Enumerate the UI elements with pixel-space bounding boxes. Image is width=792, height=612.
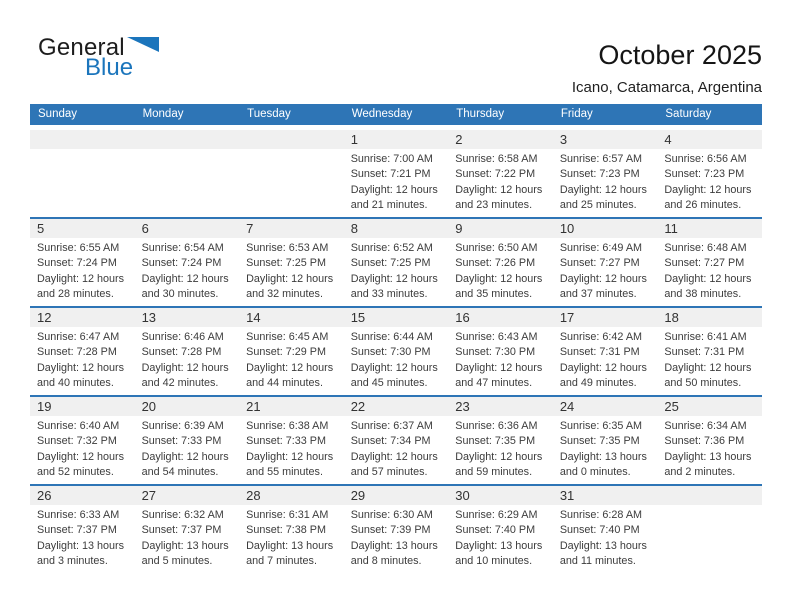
day-number: 21 (239, 397, 344, 416)
daylight-text2: and 47 minutes. (455, 377, 533, 390)
daylight-text2: and 45 minutes. (350, 377, 428, 390)
daylight-text: Daylight: 12 hours (246, 361, 334, 374)
sunrise-text: Sunrise: 6:39 AM (141, 420, 224, 432)
daylight-text: Daylight: 12 hours (455, 361, 543, 374)
daylight-text2: and 21 minutes. (350, 199, 428, 212)
day-number: 2 (448, 130, 553, 149)
day-number: 22 (344, 397, 449, 416)
day-number: 12 (30, 308, 135, 327)
daylight-text: Daylight: 12 hours (141, 361, 229, 374)
day-number: 14 (239, 308, 344, 327)
sunrise-text: Sunrise: 6:37 AM (350, 420, 433, 432)
day-number: 17 (553, 308, 658, 327)
day-number: 6 (135, 219, 240, 238)
daylight-text: Daylight: 12 hours (37, 361, 125, 374)
sunrise-text: Sunrise: 6:58 AM (455, 153, 538, 165)
daylight-text: Daylight: 12 hours (455, 183, 543, 196)
daylight-text: Daylight: 12 hours (664, 183, 752, 196)
day-cell (344, 485, 449, 573)
weekday-header-saturday: Saturday (657, 104, 762, 125)
day-number: 28 (239, 486, 344, 505)
sunset-text: Sunset: 7:35 PM (455, 435, 536, 448)
day-cell (657, 307, 762, 396)
daylight-text2: and 0 minutes. (559, 466, 631, 479)
day-cell (239, 307, 344, 396)
day-number: 16 (448, 308, 553, 327)
general-blue-logo (38, 36, 198, 79)
daylight-text2: and 50 minutes. (664, 377, 742, 390)
sunrise-text: Sunrise: 6:54 AM (141, 242, 224, 254)
daylight-text: Daylight: 12 hours (664, 361, 752, 374)
daylight-text: Daylight: 13 hours (455, 539, 543, 552)
day-cell (657, 218, 762, 307)
sunset-text: Sunset: 7:33 PM (246, 435, 326, 448)
day-number: 1 (344, 130, 449, 149)
daylight-text2: and 38 minutes. (664, 288, 742, 301)
daylight-text2: and 30 minutes. (141, 288, 219, 301)
day-number: 24 (553, 397, 658, 416)
sunset-text: Sunset: 7:24 PM (37, 257, 117, 270)
sunrise-text: Sunrise: 6:43 AM (455, 331, 538, 343)
day-number: 20 (135, 397, 240, 416)
sunset-text: Sunset: 7:33 PM (141, 435, 222, 448)
daylight-text2: and 54 minutes. (141, 466, 219, 479)
day-number: 25 (657, 397, 762, 416)
daylight-text: Daylight: 13 hours (559, 539, 647, 552)
day-number: 19 (30, 397, 135, 416)
day-number: 31 (553, 486, 658, 505)
daylight-text2: and 44 minutes. (246, 377, 323, 390)
daylight-text2: and 35 minutes. (455, 288, 533, 301)
daylight-text: Daylight: 12 hours (350, 272, 438, 285)
sunrise-text: Sunrise: 6:36 AM (455, 420, 538, 432)
daylight-text2: and 55 minutes. (246, 466, 323, 479)
sunrise-text: Sunrise: 6:53 AM (246, 242, 329, 254)
daylight-text: Daylight: 13 hours (350, 539, 438, 552)
sunrise-text: Sunrise: 6:45 AM (246, 331, 329, 343)
day-cell (448, 485, 553, 573)
day-cell (30, 396, 135, 485)
day-cell (135, 485, 240, 573)
sunrise-text: Sunrise: 6:56 AM (664, 153, 747, 165)
daylight-text: Daylight: 12 hours (455, 272, 543, 285)
sunrise-text: Sunrise: 6:52 AM (350, 242, 433, 254)
day-number (239, 130, 344, 149)
daylight-text: Daylight: 12 hours (141, 450, 229, 463)
day-cell (553, 218, 658, 307)
daylight-text2: and 52 minutes. (37, 466, 114, 479)
sunset-text: Sunset: 7:30 PM (350, 346, 431, 359)
day-cell (448, 125, 553, 218)
day-number: 5 (30, 219, 135, 238)
week-row (30, 218, 762, 307)
daylight-text: Daylight: 13 hours (246, 539, 334, 552)
sunset-text: Sunset: 7:27 PM (664, 257, 745, 270)
sunset-text: Sunset: 7:39 PM (350, 524, 431, 537)
day-cell (239, 218, 344, 307)
daylight-text2: and 5 minutes. (141, 555, 213, 568)
sunset-text: Sunset: 7:23 PM (664, 168, 745, 181)
daylight-text: Daylight: 12 hours (37, 272, 125, 285)
sunrise-text: Sunrise: 6:44 AM (350, 331, 433, 343)
sunrise-text: Sunrise: 6:32 AM (141, 509, 224, 521)
day-number: 13 (135, 308, 240, 327)
sunrise-text: Sunrise: 6:42 AM (559, 331, 643, 343)
sunrise-text: Sunrise: 6:28 AM (559, 509, 643, 521)
sunrise-text: Sunrise: 6:38 AM (246, 420, 329, 432)
sunset-text: Sunset: 7:22 PM (455, 168, 536, 181)
day-number: 8 (344, 219, 449, 238)
day-cell (239, 396, 344, 485)
weekday-header-friday: Friday (553, 104, 658, 125)
sunrise-text: Sunrise: 6:33 AM (37, 509, 120, 521)
daylight-text2: and 59 minutes. (455, 466, 533, 479)
daylight-text2: and 28 minutes. (37, 288, 114, 301)
day-number: 26 (30, 486, 135, 505)
day-cell (30, 307, 135, 396)
day-cell (344, 125, 449, 218)
daylight-text: Daylight: 12 hours (37, 450, 125, 463)
sunset-text: Sunset: 7:28 PM (37, 346, 117, 359)
daylight-text2: and 2 minutes. (664, 466, 736, 479)
daylight-text2: and 7 minutes. (246, 555, 317, 568)
day-cell (553, 307, 658, 396)
day-number (30, 130, 135, 149)
day-cell (30, 485, 135, 573)
week-row (30, 396, 762, 485)
day-cell (657, 396, 762, 485)
sunrise-text: Sunrise: 7:00 AM (350, 153, 433, 165)
daylight-text2: and 8 minutes. (350, 555, 422, 568)
page-title: October 2025 (598, 40, 762, 70)
day-cell (344, 218, 449, 307)
sunset-text: Sunset: 7:37 PM (37, 524, 117, 537)
day-number: 9 (448, 219, 553, 238)
week-row (30, 485, 762, 573)
daylight-text: Daylight: 12 hours (559, 361, 647, 374)
weekday-header-wednesday: Wednesday (344, 104, 449, 125)
sunrise-text: Sunrise: 6:41 AM (664, 331, 747, 343)
sunset-text: Sunset: 7:27 PM (559, 257, 640, 270)
sunrise-text: Sunrise: 6:34 AM (664, 420, 747, 432)
day-cell (448, 307, 553, 396)
daylight-text2: and 26 minutes. (664, 199, 742, 212)
day-cell (553, 125, 658, 218)
day-cell (239, 125, 344, 218)
sunset-text: Sunset: 7:34 PM (350, 435, 431, 448)
day-cell (239, 485, 344, 573)
page-subtitle: Icano, Catamarca, Argentina (571, 79, 762, 96)
daylight-text2: and 37 minutes. (559, 288, 637, 301)
day-cell (553, 485, 658, 573)
calendar-table (30, 104, 762, 573)
sunrise-text: Sunrise: 6:57 AM (559, 153, 643, 165)
daylight-text: Daylight: 12 hours (664, 272, 752, 285)
sunrise-text: Sunrise: 6:31 AM (246, 509, 329, 521)
day-cell (553, 396, 658, 485)
day-number: 15 (344, 308, 449, 327)
weekday-header-tuesday: Tuesday (239, 104, 344, 125)
day-number: 3 (553, 130, 658, 149)
sunrise-text: Sunrise: 6:30 AM (350, 509, 433, 521)
day-cell (135, 218, 240, 307)
day-number: 10 (553, 219, 658, 238)
weekday-header-row (30, 104, 762, 125)
daylight-text: Daylight: 13 hours (37, 539, 125, 552)
day-number: 7 (239, 219, 344, 238)
daylight-text: Daylight: 12 hours (141, 272, 229, 285)
day-cell (344, 307, 449, 396)
sunset-text: Sunset: 7:25 PM (350, 257, 431, 270)
sunset-text: Sunset: 7:37 PM (141, 524, 222, 537)
sunrise-text: Sunrise: 6:40 AM (37, 420, 120, 432)
daylight-text: Daylight: 13 hours (141, 539, 229, 552)
day-number (657, 486, 762, 505)
sunset-text: Sunset: 7:35 PM (559, 435, 640, 448)
daylight-text: Daylight: 12 hours (455, 450, 543, 463)
sunset-text: Sunset: 7:32 PM (37, 435, 117, 448)
sunrise-text: Sunrise: 6:46 AM (141, 331, 224, 343)
daylight-text2: and 32 minutes. (246, 288, 323, 301)
daylight-text2: and 23 minutes. (455, 199, 533, 212)
week-row (30, 125, 762, 218)
title-block (572, 40, 762, 96)
sunset-text: Sunset: 7:25 PM (246, 257, 326, 270)
sunrise-text: Sunrise: 6:35 AM (559, 420, 643, 432)
daylight-text2: and 33 minutes. (350, 288, 428, 301)
day-cell (448, 218, 553, 307)
sunrise-text: Sunrise: 6:49 AM (559, 242, 643, 254)
day-number: 30 (448, 486, 553, 505)
daylight-text2: and 42 minutes. (141, 377, 219, 390)
week-row (30, 307, 762, 396)
sunset-text: Sunset: 7:24 PM (141, 257, 222, 270)
day-cell (657, 485, 762, 573)
sunrise-text: Sunrise: 6:47 AM (37, 331, 120, 343)
sunset-text: Sunset: 7:28 PM (141, 346, 222, 359)
sunset-text: Sunset: 7:21 PM (350, 168, 431, 181)
day-number: 23 (448, 397, 553, 416)
day-number: 18 (657, 308, 762, 327)
weekday-header-monday: Monday (135, 104, 240, 125)
day-cell (657, 125, 762, 218)
sunset-text: Sunset: 7:30 PM (455, 346, 536, 359)
sunset-text: Sunset: 7:38 PM (246, 524, 326, 537)
sunset-text: Sunset: 7:40 PM (455, 524, 536, 537)
daylight-text: Daylight: 13 hours (664, 450, 752, 463)
day-number: 4 (657, 130, 762, 149)
day-cell (135, 396, 240, 485)
day-number (135, 130, 240, 149)
daylight-text2: and 3 minutes. (37, 555, 108, 568)
sunset-text: Sunset: 7:29 PM (246, 346, 326, 359)
daylight-text2: and 25 minutes. (559, 199, 637, 212)
day-number: 11 (657, 219, 762, 238)
day-cell (344, 396, 449, 485)
daylight-text2: and 11 minutes. (559, 555, 636, 568)
sunrise-text: Sunrise: 6:50 AM (455, 242, 538, 254)
day-cell (30, 125, 135, 218)
day-cell (135, 307, 240, 396)
day-number: 29 (344, 486, 449, 505)
sunset-text: Sunset: 7:36 PM (664, 435, 745, 448)
daylight-text: Daylight: 12 hours (350, 450, 438, 463)
sunrise-text: Sunrise: 6:29 AM (455, 509, 538, 521)
sunrise-text: Sunrise: 6:48 AM (664, 242, 747, 254)
weekday-header-sunday: Sunday (30, 104, 135, 125)
daylight-text: Daylight: 12 hours (350, 361, 438, 374)
logo-word-general: General (38, 34, 125, 61)
day-cell (135, 125, 240, 218)
daylight-text2: and 40 minutes. (37, 377, 114, 390)
daylight-text: Daylight: 12 hours (350, 183, 438, 196)
sunset-text: Sunset: 7:31 PM (664, 346, 745, 359)
weekday-header-thursday: Thursday (448, 104, 553, 125)
day-number: 27 (135, 486, 240, 505)
logo-word-blue: Blue (85, 54, 134, 81)
daylight-text: Daylight: 12 hours (246, 450, 334, 463)
sunrise-text: Sunrise: 6:55 AM (37, 242, 120, 254)
daylight-text: Daylight: 13 hours (559, 450, 647, 463)
daylight-text2: and 57 minutes. (350, 466, 428, 479)
day-cell (30, 218, 135, 307)
daylight-text2: and 10 minutes. (455, 555, 533, 568)
daylight-text: Daylight: 12 hours (246, 272, 334, 285)
day-cell (448, 396, 553, 485)
daylight-text: Daylight: 12 hours (559, 272, 647, 285)
sunset-text: Sunset: 7:40 PM (559, 524, 640, 537)
sunset-text: Sunset: 7:26 PM (455, 257, 536, 270)
sunset-text: Sunset: 7:31 PM (559, 346, 640, 359)
daylight-text: Daylight: 12 hours (559, 183, 647, 196)
daylight-text2: and 49 minutes. (559, 377, 637, 390)
sunset-text: Sunset: 7:23 PM (559, 168, 640, 181)
